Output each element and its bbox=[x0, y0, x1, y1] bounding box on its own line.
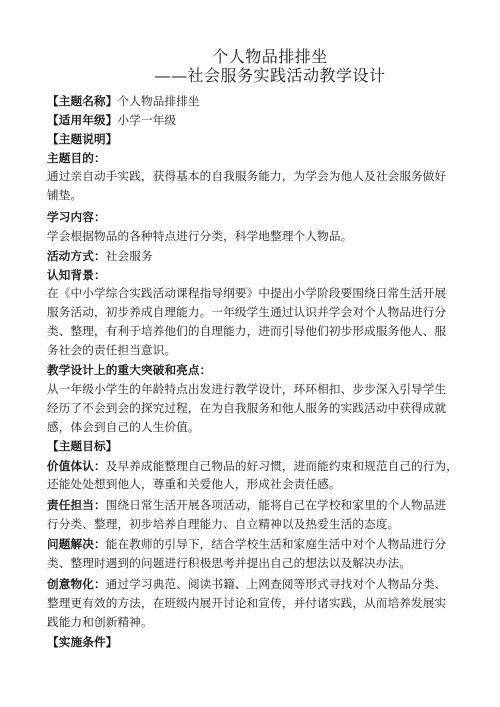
background-line: 务社会的责任担当意识。 bbox=[47, 343, 177, 357]
goal-label: 问题解决： bbox=[47, 537, 106, 551]
goal-creative-row bbox=[47, 576, 467, 592]
goal-line: 类、整理时遇到的问题进行积极思考并提出自己的想法以及解决办法。 bbox=[47, 556, 412, 570]
goal-label: 创意物化： bbox=[47, 577, 106, 591]
grade-row bbox=[47, 112, 467, 128]
conditions-heading: 【实施条件】 bbox=[47, 635, 118, 649]
theme-name-label: 【主题名称】 bbox=[47, 94, 118, 108]
goal-line: 整理更有效的方法，在班级内展开讨论和宣传，并付诸实践，从而培养发展实 bbox=[47, 596, 447, 610]
purpose-heading: 主题目的： bbox=[47, 151, 106, 165]
theme-desc-heading: 【主题说明】 bbox=[47, 132, 118, 146]
purpose-line: 通过亲自动手实践，获得基本的自我服务能力，为学会为他人及社会服务做好 bbox=[47, 169, 447, 183]
goal-value-row bbox=[47, 458, 467, 474]
goal-problem-row bbox=[47, 536, 467, 552]
method-value: 社会服务 bbox=[105, 249, 153, 263]
goal-text: 能在教师的引导下，结合学校生活和家庭生活中对个人物品进行分 bbox=[105, 537, 447, 551]
background-line: 类、整理，有利于培养他们的自理能力，进而引导他们初步形成服务他人、服 bbox=[47, 324, 447, 338]
goal-text: 及早养成能整理自己物品的好习惯，进而能约束和规范自己的行为， bbox=[105, 459, 459, 473]
goal-label: 价值体认： bbox=[47, 459, 106, 473]
document-subtitle: ——社会服务实践活动教学设计 bbox=[154, 66, 386, 85]
theme-name-row bbox=[47, 93, 467, 109]
content-heading: 学习内容： bbox=[47, 210, 106, 224]
method-row bbox=[47, 248, 467, 264]
goal-label: 责任担当： bbox=[47, 498, 106, 512]
background-line: 在《中小学综合实践活动课程指导纲要》中提出小学阶段要围绕日常生活开展 bbox=[47, 286, 447, 300]
purpose-line: 铺垫。 bbox=[47, 188, 83, 202]
grade-label: 【适用年级】 bbox=[47, 113, 118, 127]
breakthrough-line: 感，体会到自己的人生价值。 bbox=[47, 420, 200, 434]
goal-text: 围绕日常生活开展各项活动，能将自己在学校和家里的个人物品进 bbox=[105, 498, 447, 512]
goal-text: 通过学习典范、阅读书籍、上网查阅等形式寻找对个人物品分类、 bbox=[105, 577, 447, 591]
breakthrough-line: 从一年级小学生的年龄特点出发进行教学设计，环环相扣、步步深入引导学生 bbox=[47, 382, 447, 396]
document-title: 个人物品排排坐 bbox=[212, 47, 328, 66]
goals-heading: 【主题目标】 bbox=[47, 439, 118, 453]
breakthrough-heading: 教学设计上的重大突破和亮点： bbox=[47, 363, 212, 377]
background-line: 服务活动，初步养成自理能力。一年级学生通过认识并学会对个人物品进行分 bbox=[47, 305, 447, 319]
background-heading: 认知背景： bbox=[47, 268, 106, 282]
goal-line: 行分类、整理，初步培养自理能力、自立精神以及热爱生活的态度。 bbox=[47, 517, 400, 531]
method-heading: 活动方式： bbox=[47, 249, 106, 263]
goal-line: 践能力和创新精神。 bbox=[47, 615, 153, 629]
theme-name-value: 个人物品排排坐 bbox=[117, 94, 200, 108]
goal-line: 还能处处想到他人，尊重和关爱他人，形成社会责任感。 bbox=[47, 477, 341, 491]
content-line: 学会根据物品的各种特点进行分类，科学地整理个人物品。 bbox=[47, 229, 353, 243]
breakthrough-line: 经历了不会到会的探究过程，在为自我服务和他人服务的实践活动中获得成就 bbox=[47, 401, 447, 415]
grade-value: 小学一年级 bbox=[117, 113, 177, 127]
goal-responsibility-row bbox=[47, 497, 467, 513]
